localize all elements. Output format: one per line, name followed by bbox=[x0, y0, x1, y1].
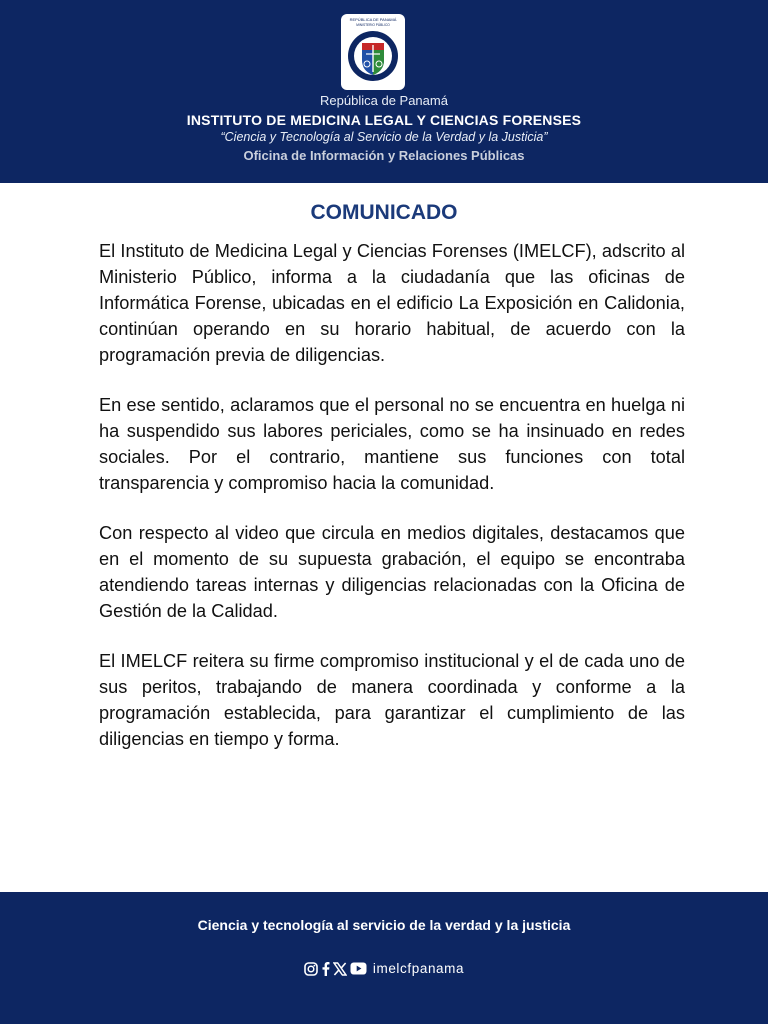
youtube-icon[interactable] bbox=[350, 962, 367, 975]
document-body bbox=[99, 238, 685, 776]
document-title: COMUNICADO bbox=[310, 201, 458, 224]
facebook-icon[interactable] bbox=[321, 961, 330, 976]
institution-logo bbox=[341, 14, 405, 90]
social-handle[interactable]: imelcfpanama bbox=[372, 961, 465, 976]
institute-name: INSTITUTO DE MEDICINA LEGAL Y CIENCIAS FORENSES bbox=[186, 112, 582, 128]
social-links bbox=[0, 961, 768, 976]
logo-ring-text: REPÚBLICA DE PANAMÁ bbox=[349, 17, 397, 22]
country-name: República de Panamá bbox=[320, 93, 448, 108]
x-icon[interactable] bbox=[333, 962, 347, 976]
footer-banner bbox=[0, 892, 768, 1024]
office-name: Oficina de Información y Relaciones Públicas bbox=[243, 148, 525, 163]
header-banner bbox=[0, 0, 768, 183]
instagram-icon[interactable] bbox=[304, 962, 318, 976]
footer-tagline: Ciencia y tecnología al servicio de la verdad y la justicia bbox=[197, 917, 571, 933]
paragraph: Con respecto al video que circula en medios digitales, destacamos que en el momento de su supuesta grabación, el equipo se encontraba atendiendo tareas internas y diligencias relacionadas con la Oficina de Gestión de la Calidad. bbox=[99, 523, 685, 621]
paragraph: En ese sentido, aclaramos que el personal no se encuentra en huelga ni ha suspendido sus labores periciales, como se ha insinuado en redes sociales. Por el contrario, mantiene sus funciones con total transparencia y compromiso hacia la comunidad. bbox=[99, 395, 685, 493]
paragraph: El Instituto de Medicina Legal y Ciencias Forenses (IMELCF), adscrito al Ministerio Público, informa a la ciudadanía que las oficinas de Informática Forense, ubicadas en el edificio La Exposición en Calidonia, continúan operando en su horario habitual, de acuerdo con la programación previa de diligencias. bbox=[99, 241, 685, 365]
institute-motto: “Ciencia y Tecnología al Servicio de la Verdad y la Justicia” bbox=[220, 130, 548, 144]
paragraph: El IMELCF reitera su firme compromiso institucional y el de cada uno de sus peritos, trabajando de manera coordinada y conforme a la programación establecida, para garantizar el cumplimiento de las diligencias en tiempo y forma. bbox=[99, 651, 685, 749]
logo-ring-subtext: MINISTERIO PÚBLICO bbox=[356, 23, 390, 27]
